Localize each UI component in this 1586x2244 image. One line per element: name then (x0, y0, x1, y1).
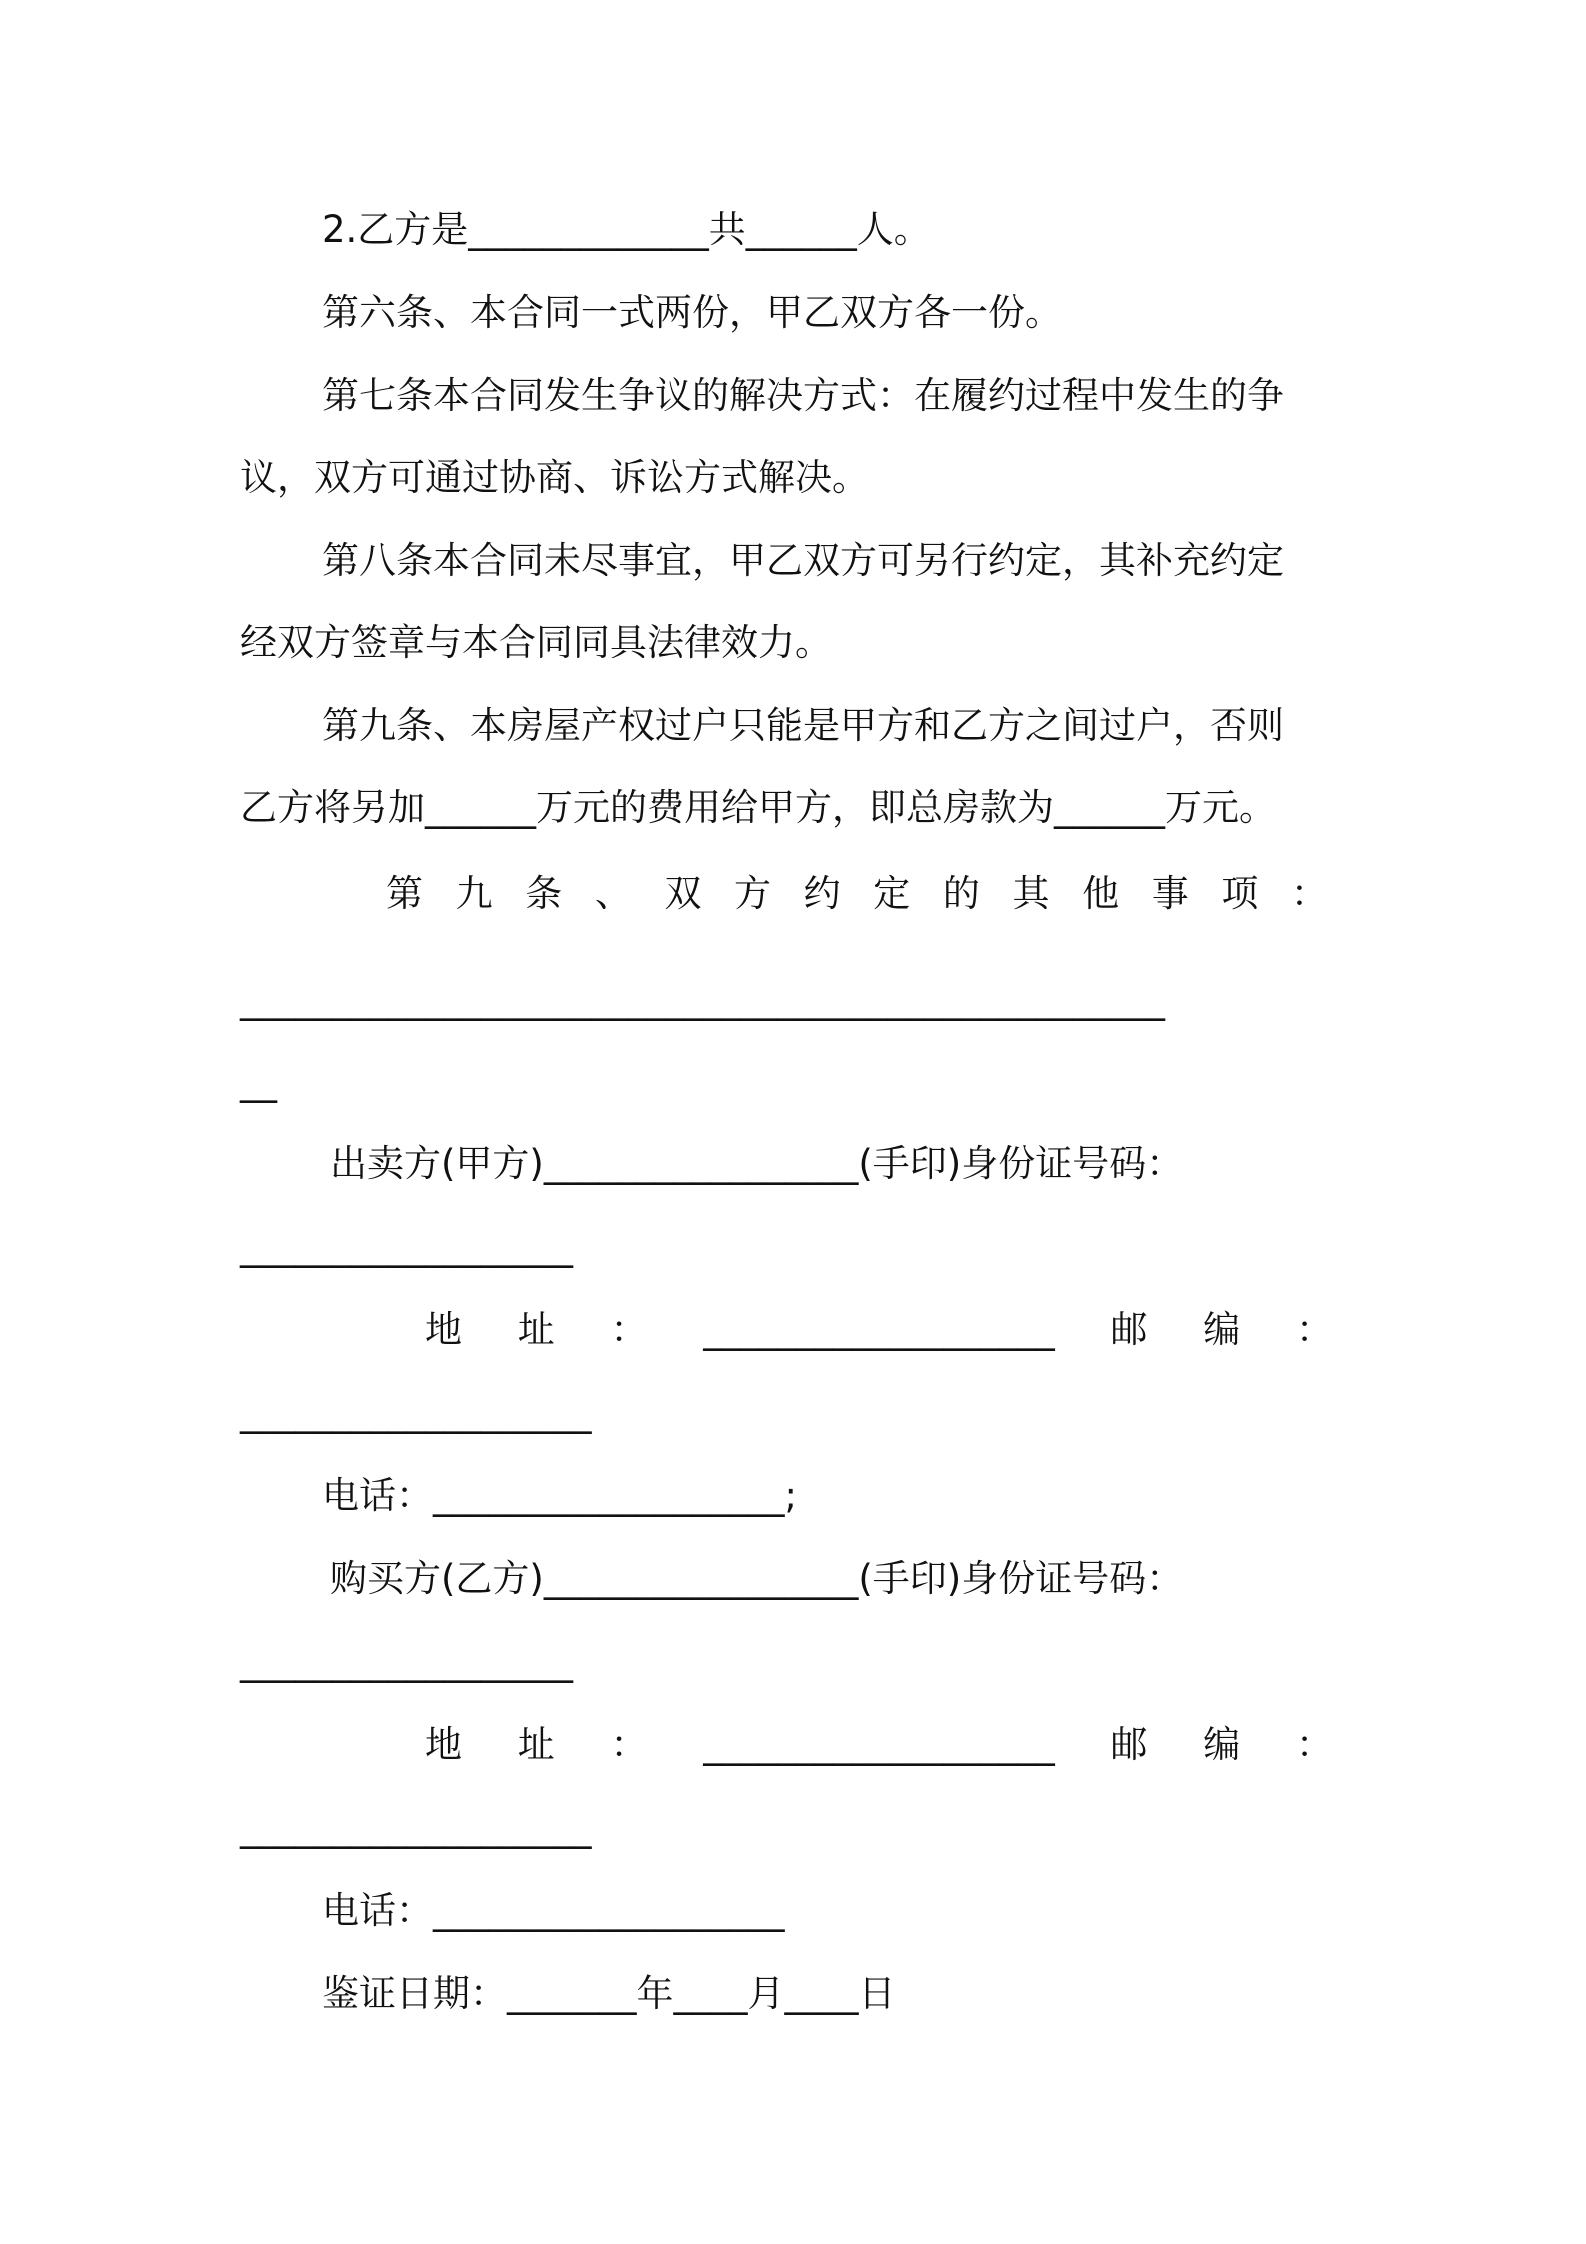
buyer-address-line (425, 1715, 1333, 1775)
clause-party-b-count: 2.乙方是_____________共______人。 (322, 208, 931, 251)
buyer-id-number-blank: __________________ (240, 1640, 573, 1683)
blank-underline: ___________________ (703, 1723, 1055, 1766)
spread-char: 其 (1012, 872, 1050, 915)
clause-6: 第六条、本合同一式两份，甲乙双方各一份。 (322, 291, 1062, 334)
spread-char: 邮 (1110, 1723, 1148, 1766)
spread-char: 、 (594, 872, 632, 915)
spread-char: 邮 (1110, 1308, 1148, 1351)
attestation-date-line: 鉴证日期：_______年____月____日 (322, 1972, 896, 2015)
spread-char: ： (1290, 872, 1328, 915)
other-matters-blank-line-1: __________________________________________________ (240, 978, 1165, 1021)
seller-signature-line: 出卖方(甲方)_________________(手印)身份证号码： (330, 1142, 1184, 1185)
spread-char: 他 (1082, 872, 1120, 915)
spread-char: 双 (664, 872, 702, 915)
spread-char: 约 (803, 872, 841, 915)
spread-char: 址 (517, 1308, 555, 1351)
spread-char: ： (610, 1308, 648, 1351)
spread-char: 址 (517, 1723, 555, 1766)
blank-underline: ___________________ (703, 1308, 1055, 1351)
spread-char: 条 (525, 872, 563, 915)
seller-postcode-blank: ___________________ (240, 1391, 592, 1434)
spread-char: ： (1296, 1723, 1333, 1766)
clause-9-line-2: 乙方将另加______万元的费用给甲方，即总房款为______万元。 (240, 786, 1276, 829)
seller-phone-line: 电话：___________________; (322, 1474, 797, 1517)
spread-char: 地 (425, 1308, 462, 1351)
buyer-signature-line: 购买方(乙方)_________________(手印)身份证号码： (330, 1557, 1184, 1600)
clause-8-line-1: 第八条本合同未尽事宜，甲乙双方可另行约定，其补充约定 (322, 539, 1284, 582)
spread-char: 的 (942, 872, 980, 915)
clause-8-line-2: 经双方签章与本合同同具法律效力。 (240, 621, 832, 664)
spread-char: 第 (386, 872, 423, 915)
spread-char: 编 (1203, 1723, 1241, 1766)
clause-9-line-1: 第九条、本房屋产权过户只能是甲方和乙方之间过户，否则 (322, 704, 1284, 747)
spread-char: 地 (425, 1723, 462, 1766)
spread-char: 定 (873, 872, 911, 915)
spread-char: 九 (455, 872, 493, 915)
other-matters-blank-line-2: __ (240, 1060, 277, 1103)
spread-char: 方 (734, 872, 772, 915)
buyer-phone-line: 电话：___________________ (322, 1889, 785, 1932)
clause-7-line-1: 第七条本合同发生争议的解决方式：在履约过程中发生的争 (322, 374, 1284, 417)
spread-char: ： (610, 1723, 648, 1766)
clause-9-other-matters (386, 864, 1328, 924)
spread-char: 编 (1203, 1308, 1241, 1351)
spread-char: 事 (1151, 872, 1189, 915)
buyer-postcode-blank: ___________________ (240, 1806, 592, 1849)
seller-address-line (425, 1300, 1333, 1360)
clause-7-line-2: 议，双方可通过协商、诉讼方式解决。 (240, 456, 869, 499)
spread-char: 项 (1221, 872, 1259, 915)
seller-id-number-blank: __________________ (240, 1225, 573, 1268)
spread-char: ： (1296, 1308, 1333, 1351)
